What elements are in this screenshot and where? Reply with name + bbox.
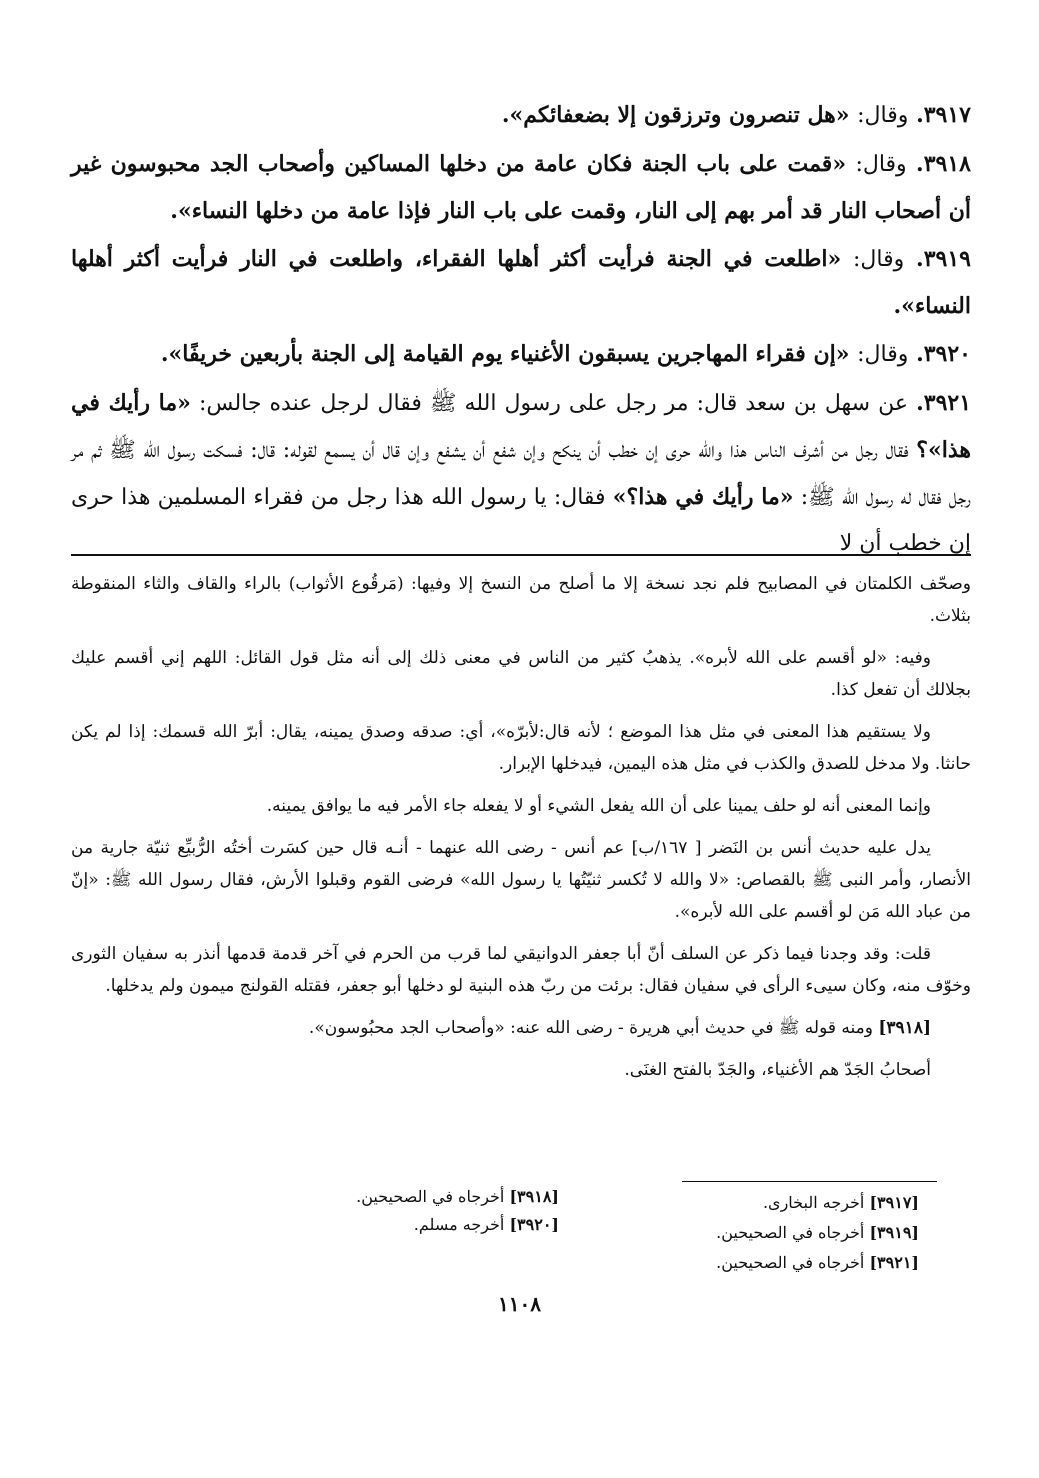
hadith-number: ٣٩١٩. (916, 246, 971, 272)
footnote-ref: [٣٩١٩] (869, 1223, 919, 1242)
commentary-paragraph: ولا يستقيم هذا المعنى في مثل هذا الموضع ؛ لأنه قال:لأبرّه»، أي: صدقه وصدق يمينه، يقال: أبرّ الله قسمك: إذا لم يكن حانثا. ولا مدخل للصدق والكذب في مثل هذه اليمين، فيدخلها الإبرار. (71, 722, 971, 774)
footnote-rule (682, 1181, 937, 1182)
hadith-number: ٣٩١٧. (916, 102, 971, 128)
hadith-3919 (71, 236, 971, 329)
footnote-text: أخرجه البخارى. (762, 1193, 865, 1212)
footnote-3918 (356, 1186, 559, 1208)
footnote-ref: [٣٩٢٠] (509, 1215, 559, 1234)
hadith-text-part2: فقال رجل من أشرف الناس هذا والله حرى إن خطب أن ينكح وإن شفع أن يشفع وإن قال أن يسمع لقوله: قال: فسكت رسول الله ﷺ ثم مر رجل فقال له رسول الله ﷺ: (71, 438, 971, 510)
commentary-paragraph: وإنما المعنى أنه لو حلف يمينا على أن الله يفعل الشيء أو لا يفعله جاء الأمر فيه ما يوافق يمينه. (266, 796, 931, 816)
footnote-3917 (763, 1192, 919, 1214)
commentary-paragraph: يدل عليه حديث أنس بن النَضر [ ١٦٧/ب] عم أنس - رضى الله عنهما - أنـه قال حين كسَرت أختُه الرُّبيِّع ثنيّة جارية من الأنصار، وأمر النبى ﷺ بالقصاص: «لا والله لا تُكسر ثنيّتُها يا رسول الله» فرضى القوم وقبلوا الأرش، فقال رسول الله ﷺ: «إنّ من عباد الله مَن لو أقسم على الله لأبره». (71, 838, 971, 922)
footnote-ref: [٣٩١٨] (509, 1187, 559, 1206)
hadith-3917 (71, 92, 971, 139)
hadith-text: «إن فقراء المهاجرين يسبقون الأغنياء يوم القيامة إلى الجنة بأربعين خريفًا». (160, 341, 850, 367)
section-divider (71, 554, 971, 556)
hadith-3921 (71, 380, 971, 567)
footnote-3921 (716, 1252, 919, 1274)
hadith-quote-1: «ما رأيك في هذا»؟ (71, 390, 971, 463)
note-text: ومنه قوله ﷺ في حديث أبي هريرة - رضى الله عنه: «وأصحاب الجد محبُوسون». (308, 1018, 873, 1038)
footnote-ref: [٣٩١٧] (869, 1193, 919, 1212)
commentary-paragraph: قلت: وقد وجدنا فيما ذكر عن السلف أنّ أبا جعفر الدوانيقي لما قرب من الحرم في آخر قدمة قدمها أنذر به سفيان الثورى وخوّف منه، وكان سيىء الرأى في سفيان فقال: برئت من ربّ هذه البنية لو دخلها أبو جعفر، فقتله القولنج ميمون ولم يدخلها. (71, 944, 971, 996)
commentary-paragraph: وفيه: «لو أقسم على الله لأبره». يذهبُ كثير من الناس في معنى ذلك إلى أنه مثل قول القائل: اللهم إني أقسم عليك بجلالك أن تفعل كذا. (71, 648, 971, 700)
footnote-3919 (716, 1222, 919, 1244)
hadith-3918 (71, 141, 971, 234)
hadith-3920 (71, 331, 971, 378)
hadith-number: ٣٩١٨. (916, 151, 971, 177)
commentary-section (71, 568, 971, 1096)
note-ref: [٣٩١٨] (878, 1018, 931, 1038)
page-number: ١١٠٨ (498, 1292, 541, 1316)
hadith-text: «قمت على باب الجنة فكان عامة من دخلها المساكين وأصحاب الجد محبوسون غير أن أصحاب النار قد أمر بهم إلى النار، وقمت على باب النار فإذا عامة من دخلها النساء». (71, 151, 971, 224)
footnote-text: أخرجاه في الصحيحين. (716, 1223, 865, 1242)
hadith-section (71, 92, 971, 569)
hadith-text: «اطلعت في الجنة فرأيت أكثر أهلها الفقراء، واطلعت في النار فرأيت أكثر أهلها النساء». (71, 246, 971, 319)
commentary-paragraph: وصحّف الكلمتان في المصابيح فلم نجد نسخة إلا ما أصلح من النسخ إلا وفيها: (مَرقُوع الأثواب) بالراء والقاف والثاء المنقوطة بثلاث. (71, 574, 971, 626)
hadith-text-part1: عن سهل بن سعد قال: مر رجل على رسول الله ﷺ فقال لرجل عنده جالس: (198, 391, 909, 416)
footnote-text: أخرجه مسلم. (413, 1215, 505, 1234)
hadith-number: ٣٩٢١. (916, 390, 972, 416)
footnote-3920 (414, 1214, 559, 1236)
footnote-text: أخرجاه في الصحيحين. (356, 1187, 505, 1206)
footnote-text: أخرجاه في الصحيحين. (716, 1253, 865, 1272)
commentary-note-3918 (71, 1012, 971, 1044)
hadith-lead: وقال: (853, 247, 905, 272)
hadith-lead: وقال: (857, 103, 909, 128)
hadith-text-part3: فقال: يا رسول الله هذا رجل من فقراء المسلمين هذا حرى إن خطب أن لا (71, 485, 971, 556)
commentary-gloss: أصحابُ الجَدّ هم الأغنياء، والجَدّ بالفتح الغنَى. (624, 1060, 931, 1080)
hadith-lead: وقال: (855, 152, 907, 177)
hadith-text: «هل تنصرون وترزقون إلا بضعفائكم». (501, 102, 850, 128)
hadith-number: ٣٩٢٠. (916, 341, 971, 367)
hadith-lead: وقال: (857, 342, 909, 367)
footnote-ref: [٣٩٢١] (869, 1253, 919, 1272)
hadith-quote-2: «ما رأيك في هذا؟» (612, 484, 794, 510)
